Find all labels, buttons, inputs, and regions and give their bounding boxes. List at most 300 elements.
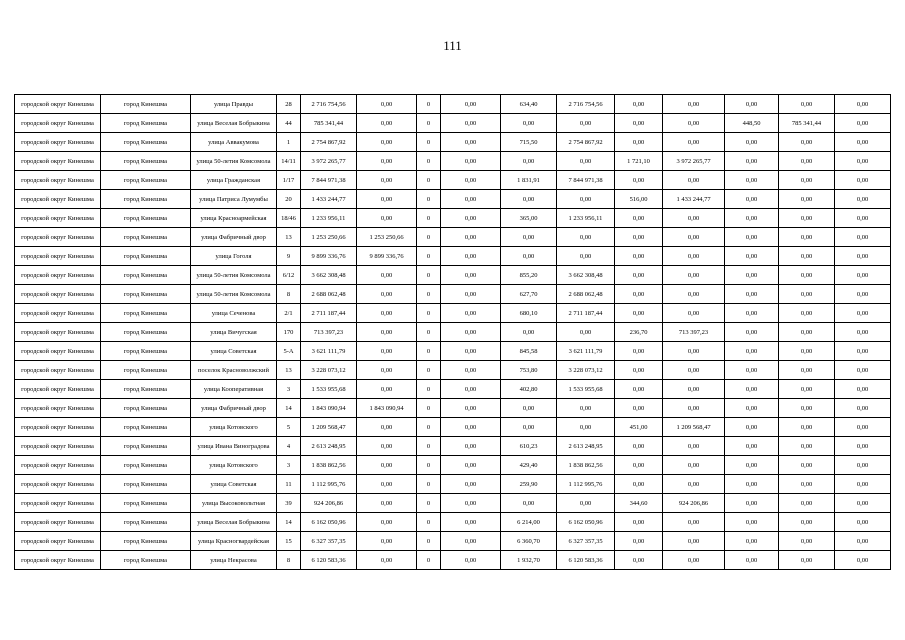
cell-cost-d: 0,00: [663, 532, 725, 551]
cell-cost-f: 0,00: [835, 380, 891, 399]
cell-district: городской округ Кинешма: [15, 342, 101, 361]
cell-cost-e: 0,00: [779, 152, 835, 171]
cell-cost-a: 0,00: [357, 342, 417, 361]
table-row: [15, 95, 891, 114]
cell-cost-c: 0,00: [557, 494, 615, 513]
cell-cost-f: 0,00: [835, 323, 891, 342]
cell-cost-e: 0,00: [779, 228, 835, 247]
table-row: [15, 494, 891, 513]
cell-cost-c: 0,00: [557, 247, 615, 266]
cell-cost-f: 0,00: [835, 361, 891, 380]
table-row: [15, 152, 891, 171]
cell-cost-c: 0,00: [557, 114, 615, 133]
cell-cost-d: 0,00: [663, 247, 725, 266]
cell-cost-a: 1 843 090,94: [357, 399, 417, 418]
cell-cost-b: 0,00: [441, 551, 501, 570]
cell-street: улица Советская: [191, 475, 277, 494]
cell-cost-d: 0,00: [663, 133, 725, 152]
cell-area-e: 0,00: [725, 342, 779, 361]
cell-cost-c: 1 838 862,56: [557, 456, 615, 475]
cell-street: поселок Красноволжский: [191, 361, 277, 380]
cell-cost-f: 0,00: [835, 532, 891, 551]
table-row: [15, 475, 891, 494]
cell-house: 13: [277, 228, 301, 247]
cell-cost-b: 0,00: [441, 114, 501, 133]
table-row: [15, 247, 891, 266]
cell-area-c: 0,00: [501, 152, 557, 171]
cell-settlement: город Кинешма: [101, 228, 191, 247]
cell-total-cost: 1 112 995,76: [301, 475, 357, 494]
table-row: [15, 456, 891, 475]
cell-house: 15: [277, 532, 301, 551]
table-row: [15, 228, 891, 247]
cell-total-cost: 2 716 754,56: [301, 95, 357, 114]
cell-house: 14: [277, 513, 301, 532]
cell-cost-a: 0,00: [357, 133, 417, 152]
cell-settlement: город Кинешма: [101, 171, 191, 190]
cell-settlement: город Кинешма: [101, 95, 191, 114]
cell-cost-f: 0,00: [835, 304, 891, 323]
cell-cost-a: 0,00: [357, 323, 417, 342]
cell-total-cost: 3 621 111,79: [301, 342, 357, 361]
cell-cost-c: 1 112 995,76: [557, 475, 615, 494]
cell-cost-e: 0,00: [779, 190, 835, 209]
cell-cost-e: 0,00: [779, 133, 835, 152]
cell-total-cost: 3 662 308,48: [301, 266, 357, 285]
cell-cost-a: 0,00: [357, 114, 417, 133]
cell-cost-f: 0,00: [835, 171, 891, 190]
cell-cost-e: 0,00: [779, 456, 835, 475]
cell-area-c: 402,80: [501, 380, 557, 399]
cell-area-d: 0,00: [615, 266, 663, 285]
cell-settlement: город Кинешма: [101, 551, 191, 570]
cell-cost-d: 3 972 265,77: [663, 152, 725, 171]
cell-cost-d: 924 206,86: [663, 494, 725, 513]
cell-area-e: 0,00: [725, 209, 779, 228]
cell-settlement: город Кинешма: [101, 209, 191, 228]
cell-area-d: 0,00: [615, 475, 663, 494]
cell-cost-f: 0,00: [835, 494, 891, 513]
cell-settlement: город Кинешма: [101, 399, 191, 418]
cell-house: 14: [277, 399, 301, 418]
cell-settlement: город Кинешма: [101, 266, 191, 285]
cell-cost-e: 0,00: [779, 380, 835, 399]
cell-area-d: 0,00: [615, 304, 663, 323]
cell-cost-a: 0,00: [357, 532, 417, 551]
cell-district: городской округ Кинешма: [15, 133, 101, 152]
cell-area-d: 0,00: [615, 532, 663, 551]
cell-total-cost: 2 688 062,48: [301, 285, 357, 304]
cell-cost-b: 0,00: [441, 399, 501, 418]
cell-cost-a: 0,00: [357, 475, 417, 494]
cell-total-cost: 1 843 090,94: [301, 399, 357, 418]
cell-cost-f: 0,00: [835, 551, 891, 570]
cell-cost-b: 0,00: [441, 133, 501, 152]
cell-cost-b: 0,00: [441, 494, 501, 513]
cell-area-c: 0,00: [501, 399, 557, 418]
cell-house: 5-А: [277, 342, 301, 361]
cell-area-d: 0,00: [615, 247, 663, 266]
cell-cost-d: 1 433 244,77: [663, 190, 725, 209]
cell-district: городской округ Кинешма: [15, 494, 101, 513]
cell-district: городской округ Кинешма: [15, 190, 101, 209]
cell-count: 0: [417, 133, 441, 152]
cell-cost-b: 0,00: [441, 475, 501, 494]
cell-cost-f: 0,00: [835, 114, 891, 133]
cell-total-cost: 2 613 248,95: [301, 437, 357, 456]
cell-district: городской округ Кинешма: [15, 418, 101, 437]
cell-cost-c: 3 662 308,48: [557, 266, 615, 285]
table-row: [15, 380, 891, 399]
cell-area-d: 0,00: [615, 228, 663, 247]
cell-total-cost: 3 228 073,12: [301, 361, 357, 380]
cell-cost-e: 0,00: [779, 437, 835, 456]
cell-count: 0: [417, 494, 441, 513]
cell-area-d: 0,00: [615, 437, 663, 456]
cell-area-d: 0,00: [615, 133, 663, 152]
cell-settlement: город Кинешма: [101, 475, 191, 494]
cell-total-cost: 2 754 867,92: [301, 133, 357, 152]
cell-cost-a: 0,00: [357, 209, 417, 228]
cell-area-c: 0,00: [501, 494, 557, 513]
cell-count: 0: [417, 190, 441, 209]
cell-count: 0: [417, 247, 441, 266]
cell-house: 8: [277, 551, 301, 570]
cell-street: улица Патриса Лумумбы: [191, 190, 277, 209]
cell-cost-c: 0,00: [557, 323, 615, 342]
cell-house: 5: [277, 418, 301, 437]
cell-cost-b: 0,00: [441, 513, 501, 532]
cell-cost-a: 0,00: [357, 456, 417, 475]
cell-count: 0: [417, 171, 441, 190]
cell-cost-e: 0,00: [779, 494, 835, 513]
cell-cost-b: 0,00: [441, 266, 501, 285]
cell-cost-d: 0,00: [663, 114, 725, 133]
cell-settlement: город Кинешма: [101, 532, 191, 551]
cell-count: 0: [417, 437, 441, 456]
cell-cost-e: 0,00: [779, 95, 835, 114]
cell-area-e: 0,00: [725, 323, 779, 342]
cell-cost-f: 0,00: [835, 399, 891, 418]
table-row: [15, 171, 891, 190]
cell-cost-c: 1 533 955,68: [557, 380, 615, 399]
cell-area-d: 0,00: [615, 551, 663, 570]
cell-count: 0: [417, 399, 441, 418]
cell-cost-a: 0,00: [357, 513, 417, 532]
cell-house: 39: [277, 494, 301, 513]
cell-cost-d: 0,00: [663, 399, 725, 418]
cell-street: улица Фабричный двор: [191, 399, 277, 418]
cell-count: 0: [417, 266, 441, 285]
cell-street: улица Фабричный двор: [191, 228, 277, 247]
cell-area-e: 0,00: [725, 551, 779, 570]
cell-total-cost: 713 397,23: [301, 323, 357, 342]
cell-cost-d: 713 397,23: [663, 323, 725, 342]
cell-street: улица Красногвардейская: [191, 532, 277, 551]
cell-cost-e: 0,00: [779, 551, 835, 570]
cell-settlement: город Кинешма: [101, 342, 191, 361]
table-row: [15, 285, 891, 304]
cell-count: 0: [417, 285, 441, 304]
cell-cost-c: 2 754 867,92: [557, 133, 615, 152]
cell-cost-c: 1 233 956,11: [557, 209, 615, 228]
cell-total-cost: 1 253 250,66: [301, 228, 357, 247]
cell-street: улица Котовского: [191, 456, 277, 475]
cell-count: 0: [417, 95, 441, 114]
cell-cost-f: 0,00: [835, 266, 891, 285]
cell-area-d: 344,60: [615, 494, 663, 513]
cell-area-c: 0,00: [501, 190, 557, 209]
cell-cost-e: 0,00: [779, 399, 835, 418]
cell-count: 0: [417, 513, 441, 532]
cell-street: улица Ивана Виноградова: [191, 437, 277, 456]
cell-area-e: 0,00: [725, 380, 779, 399]
cell-district: городской округ Кинешма: [15, 209, 101, 228]
cell-district: городской округ Кинешма: [15, 95, 101, 114]
cell-cost-b: 0,00: [441, 323, 501, 342]
cell-count: 0: [417, 304, 441, 323]
cell-cost-f: 0,00: [835, 190, 891, 209]
cell-count: 0: [417, 456, 441, 475]
cell-total-cost: 7 844 971,38: [301, 171, 357, 190]
cell-area-e: 0,00: [725, 361, 779, 380]
cell-cost-f: 0,00: [835, 456, 891, 475]
cell-house: 2/1: [277, 304, 301, 323]
cell-area-e: 0,00: [725, 418, 779, 437]
cell-area-d: 0,00: [615, 513, 663, 532]
cell-area-e: 0,00: [725, 456, 779, 475]
cell-total-cost: 1 838 862,56: [301, 456, 357, 475]
cell-cost-a: 0,00: [357, 494, 417, 513]
cell-cost-d: 0,00: [663, 95, 725, 114]
cell-district: городской округ Кинешма: [15, 380, 101, 399]
cell-area-c: 6 214,00: [501, 513, 557, 532]
table-row: [15, 209, 891, 228]
cell-cost-a: 0,00: [357, 171, 417, 190]
cell-area-c: 365,00: [501, 209, 557, 228]
cell-count: 0: [417, 114, 441, 133]
cell-street: улица 50-летия Комсомола: [191, 285, 277, 304]
cell-cost-d: 0,00: [663, 456, 725, 475]
cell-house: 20: [277, 190, 301, 209]
cell-count: 0: [417, 551, 441, 570]
cell-settlement: город Кинешма: [101, 190, 191, 209]
page-number: 111: [443, 38, 462, 53]
cell-cost-d: 0,00: [663, 361, 725, 380]
cell-cost-c: 2 711 187,44: [557, 304, 615, 323]
cell-area-d: 236,70: [615, 323, 663, 342]
cell-total-cost: 1 209 568,47: [301, 418, 357, 437]
cell-settlement: город Кинешма: [101, 513, 191, 532]
cell-cost-b: 0,00: [441, 171, 501, 190]
cell-house: 14/11: [277, 152, 301, 171]
cell-street: улица Высоковольтная: [191, 494, 277, 513]
table-row: [15, 418, 891, 437]
cell-street: улица Правды: [191, 95, 277, 114]
cell-house: 28: [277, 95, 301, 114]
cell-district: городской округ Кинешма: [15, 228, 101, 247]
cell-count: 0: [417, 380, 441, 399]
cell-cost-e: 0,00: [779, 475, 835, 494]
cell-settlement: город Кинешма: [101, 418, 191, 437]
cell-cost-c: 2 688 062,48: [557, 285, 615, 304]
cell-district: городской округ Кинешма: [15, 361, 101, 380]
registry-table-body: [15, 95, 891, 570]
cell-cost-b: 0,00: [441, 209, 501, 228]
cell-settlement: город Кинешма: [101, 323, 191, 342]
cell-area-e: 0,00: [725, 171, 779, 190]
cell-cost-a: 0,00: [357, 418, 417, 437]
cell-cost-d: 0,00: [663, 342, 725, 361]
cell-area-c: 429,40: [501, 456, 557, 475]
cell-street: улица Аввакумова: [191, 133, 277, 152]
cell-cost-c: 3 621 111,79: [557, 342, 615, 361]
cell-cost-c: 0,00: [557, 228, 615, 247]
cell-area-d: 0,00: [615, 361, 663, 380]
cell-district: городской округ Кинешма: [15, 437, 101, 456]
cell-cost-d: 0,00: [663, 380, 725, 399]
cell-cost-d: 0,00: [663, 437, 725, 456]
cell-cost-a: 0,00: [357, 190, 417, 209]
cell-cost-d: 0,00: [663, 266, 725, 285]
cell-cost-e: 0,00: [779, 247, 835, 266]
table-row: [15, 114, 891, 133]
cell-area-e: 0,00: [725, 95, 779, 114]
table-row: [15, 342, 891, 361]
cell-house: 18/46: [277, 209, 301, 228]
cell-settlement: город Кинешма: [101, 494, 191, 513]
cell-area-e: 0,00: [725, 190, 779, 209]
registry-table: [14, 94, 891, 570]
cell-area-c: 259,90: [501, 475, 557, 494]
cell-cost-b: 0,00: [441, 532, 501, 551]
cell-cost-a: 0,00: [357, 285, 417, 304]
cell-cost-f: 0,00: [835, 152, 891, 171]
cell-area-d: 0,00: [615, 114, 663, 133]
cell-area-c: 715,50: [501, 133, 557, 152]
cell-cost-a: 0,00: [357, 551, 417, 570]
cell-area-e: 0,00: [725, 152, 779, 171]
cell-district: городской округ Кинешма: [15, 304, 101, 323]
cell-cost-d: 0,00: [663, 228, 725, 247]
cell-cost-d: 0,00: [663, 551, 725, 570]
table-row: [15, 399, 891, 418]
cell-cost-a: 0,00: [357, 95, 417, 114]
cell-total-cost: 1 533 955,68: [301, 380, 357, 399]
cell-district: городской округ Кинешма: [15, 285, 101, 304]
cell-area-e: 448,50: [725, 114, 779, 133]
cell-area-d: 0,00: [615, 342, 663, 361]
cell-cost-f: 0,00: [835, 95, 891, 114]
cell-district: городской округ Кинешма: [15, 266, 101, 285]
cell-area-c: 0,00: [501, 323, 557, 342]
cell-cost-b: 0,00: [441, 190, 501, 209]
cell-total-cost: 924 206,86: [301, 494, 357, 513]
cell-area-e: 0,00: [725, 399, 779, 418]
cell-cost-c: 6 327 357,35: [557, 532, 615, 551]
cell-cost-c: 7 844 971,38: [557, 171, 615, 190]
cell-area-e: 0,00: [725, 247, 779, 266]
cell-count: 0: [417, 475, 441, 494]
cell-cost-e: 0,00: [779, 323, 835, 342]
cell-area-c: 634,40: [501, 95, 557, 114]
table-row: [15, 513, 891, 532]
cell-area-e: 0,00: [725, 475, 779, 494]
cell-settlement: город Кинешма: [101, 456, 191, 475]
cell-cost-c: 0,00: [557, 152, 615, 171]
cell-area-c: 6 360,70: [501, 532, 557, 551]
cell-cost-c: 2 613 248,95: [557, 437, 615, 456]
cell-cost-e: 0,00: [779, 342, 835, 361]
cell-cost-a: 9 899 336,76: [357, 247, 417, 266]
cell-cost-b: 0,00: [441, 228, 501, 247]
cell-street: улица Некрасова: [191, 551, 277, 570]
cell-settlement: город Кинешма: [101, 285, 191, 304]
table-row: [15, 551, 891, 570]
cell-area-e: 0,00: [725, 437, 779, 456]
cell-total-cost: 785 341,44: [301, 114, 357, 133]
cell-area-d: 0,00: [615, 95, 663, 114]
cell-district: городской округ Кинешма: [15, 551, 101, 570]
cell-area-d: 0,00: [615, 171, 663, 190]
cell-settlement: город Кинешма: [101, 380, 191, 399]
table-row: [15, 437, 891, 456]
cell-cost-b: 0,00: [441, 361, 501, 380]
cell-house: 13: [277, 361, 301, 380]
cell-count: 0: [417, 532, 441, 551]
cell-cost-e: 0,00: [779, 513, 835, 532]
cell-cost-e: 0,00: [779, 266, 835, 285]
cell-area-e: 0,00: [725, 285, 779, 304]
table-row: [15, 532, 891, 551]
cell-cost-f: 0,00: [835, 513, 891, 532]
cell-total-cost: 1 233 956,11: [301, 209, 357, 228]
cell-area-c: 0,00: [501, 418, 557, 437]
cell-cost-f: 0,00: [835, 285, 891, 304]
cell-street: улица Кооперативная: [191, 380, 277, 399]
cell-cost-f: 0,00: [835, 475, 891, 494]
cell-area-c: 0,00: [501, 228, 557, 247]
cell-district: городской округ Кинешма: [15, 532, 101, 551]
cell-count: 0: [417, 323, 441, 342]
cell-district: городской округ Кинешма: [15, 399, 101, 418]
cell-area-c: 680,10: [501, 304, 557, 323]
cell-cost-e: 0,00: [779, 285, 835, 304]
cell-total-cost: 6 327 357,35: [301, 532, 357, 551]
cell-area-e: 0,00: [725, 304, 779, 323]
table-row: [15, 361, 891, 380]
cell-count: 0: [417, 361, 441, 380]
cell-house: 6/12: [277, 266, 301, 285]
cell-cost-e: 785 341,44: [779, 114, 835, 133]
cell-district: городской округ Кинешма: [15, 513, 101, 532]
cell-area-e: 0,00: [725, 266, 779, 285]
cell-area-c: 753,80: [501, 361, 557, 380]
cell-settlement: город Кинешма: [101, 437, 191, 456]
cell-street: улица Веселая Бобрыкина: [191, 114, 277, 133]
cell-street: улица Гражданская: [191, 171, 277, 190]
cell-settlement: город Кинешма: [101, 152, 191, 171]
cell-house: 1/17: [277, 171, 301, 190]
cell-area-c: 855,20: [501, 266, 557, 285]
cell-cost-c: 6 120 583,36: [557, 551, 615, 570]
cell-cost-d: 0,00: [663, 513, 725, 532]
cell-house: 11: [277, 475, 301, 494]
cell-cost-b: 0,00: [441, 380, 501, 399]
cell-cost-b: 0,00: [441, 418, 501, 437]
cell-street: улица Сеченова: [191, 304, 277, 323]
cell-total-cost: 6 162 050,96: [301, 513, 357, 532]
